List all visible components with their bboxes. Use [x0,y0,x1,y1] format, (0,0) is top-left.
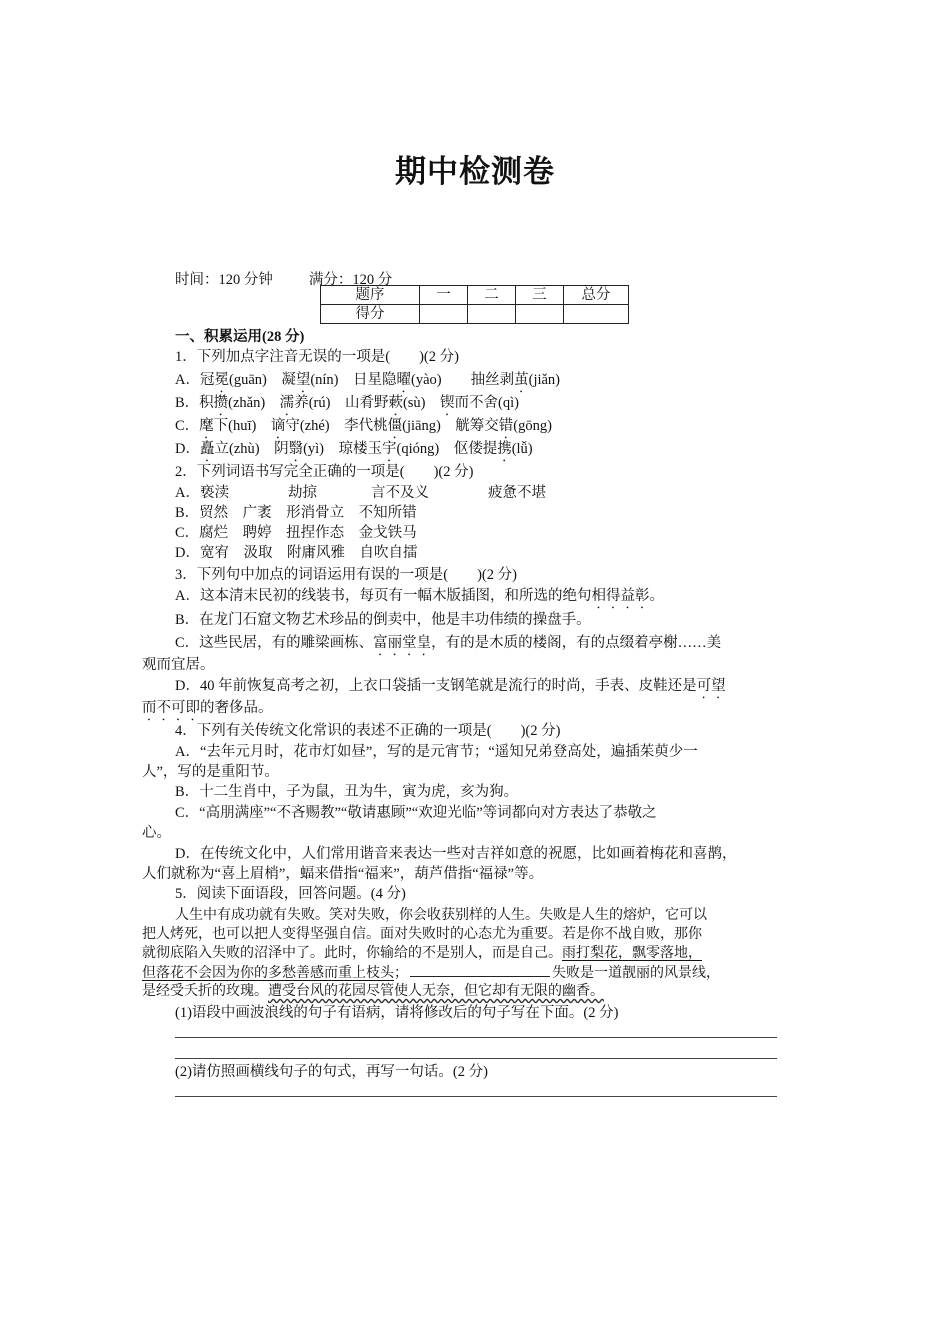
score-table-cell: 总分 [564,286,629,305]
score-table-input-cell[interactable] [516,305,564,324]
score-table-score-row [321,305,629,324]
exam-full-score: 满分：120 分 [308,272,393,288]
answer-line[interactable] [175,1058,777,1059]
score-table [320,285,629,324]
page-title: 期中检测卷 [395,154,555,190]
score-table-cell: 题序 [321,286,420,305]
underlined-sentence: 但落花不会因为你的多愁善感而重上枝头 [142,965,394,981]
score-table-cell: 二 [468,286,516,305]
underlined-sentence: 雨打梨花，飘零落地， [562,945,702,961]
score-table-input-cell[interactable] [468,305,516,324]
score-table-header-row [321,286,629,305]
score-table-cell: 三 [516,286,564,305]
score-table-input-cell[interactable] [420,305,468,324]
fill-blank[interactable] [410,962,550,977]
score-table-cell: 得分 [321,305,420,324]
answer-line[interactable] [175,1096,777,1097]
wavy-underlined-sentence: 遭受台风的花园尽管使人无奈，但它却有无限的幽香。 [268,983,604,999]
score-table-input-cell[interactable] [564,305,629,324]
answer-line[interactable] [175,1037,777,1038]
exam-time: 时间：120 分钟 [175,272,273,288]
score-table-cell: 一 [420,286,468,305]
